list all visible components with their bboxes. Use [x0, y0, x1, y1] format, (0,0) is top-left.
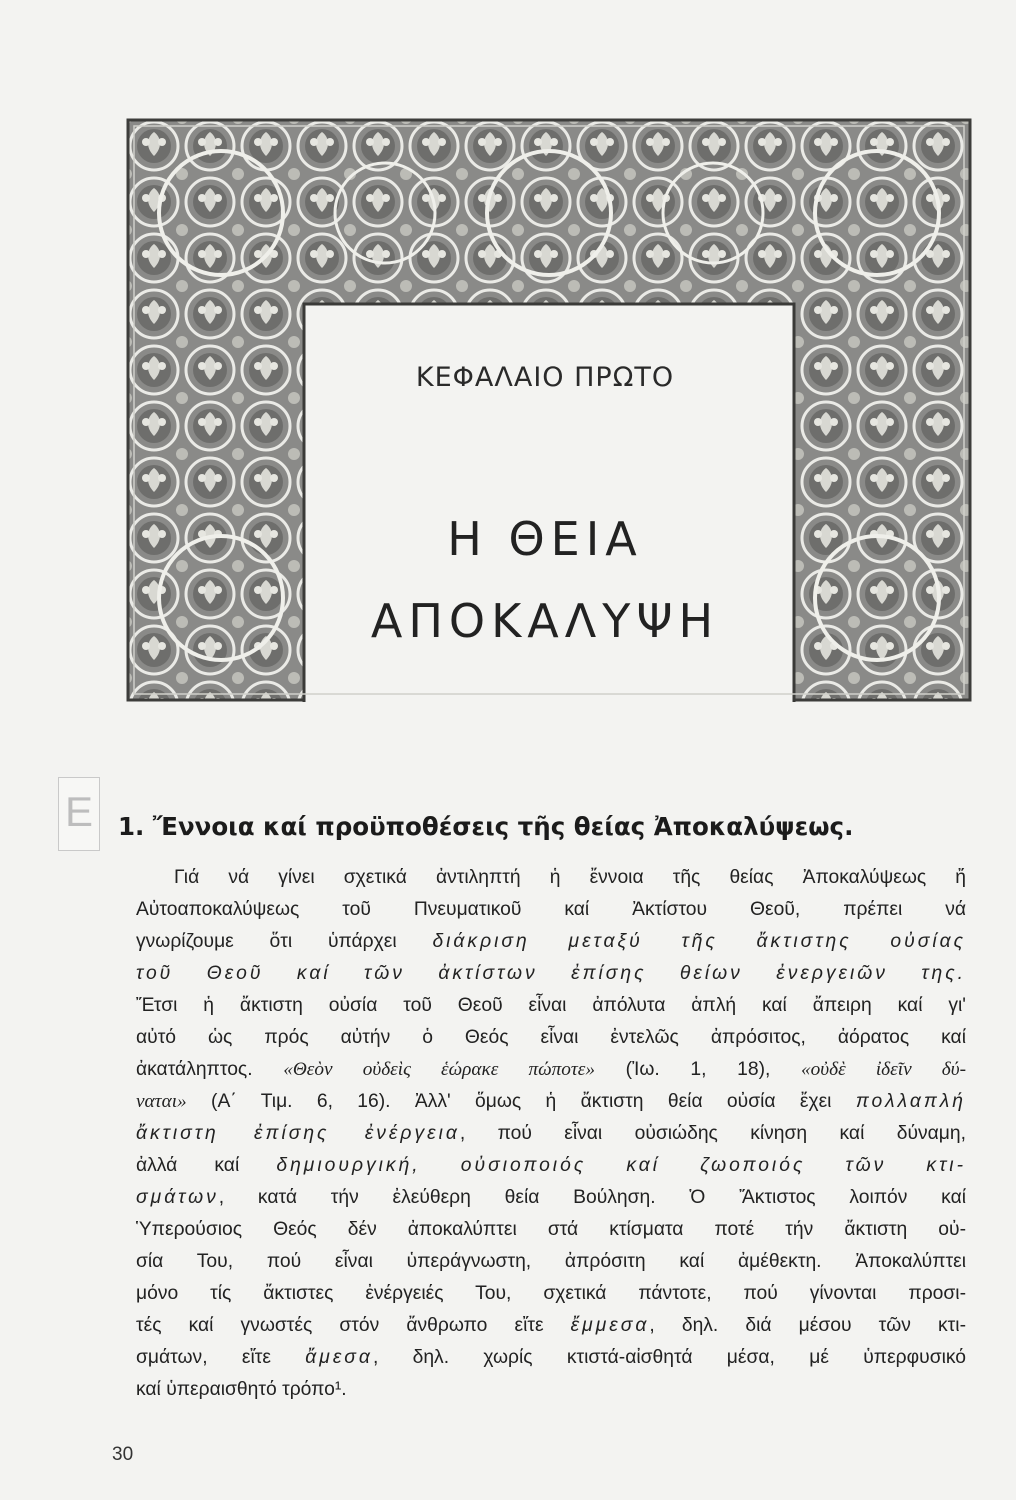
- text-run: σία Του, πού εἶναι ὑπεράγνωστη, ἀπρόσιτη καί ἀμέθεκτη. Ἀποκαλύπτει: [136, 1251, 966, 1272]
- text-run: (Ἰω. 1, 18),: [595, 1059, 802, 1080]
- body-line: [136, 1150, 966, 1182]
- emphasized-text: σμάτων: [136, 1187, 219, 1208]
- emphasized-text: τοῦ Θεοῦ καί τῶν ἀκτίστων ἐπίσης θείων ἐνεργειῶν της.: [136, 963, 966, 984]
- text-run: αὐτό ὡς πρός αὐτήν ὁ Θεός εἶναι ἐντελῶς ἀπρόσιτος, ἀόρατος καί: [136, 1027, 966, 1048]
- text-run: (Α΄ Τιμ. 6, 16). Ἀλλ' ὅμως ἡ ἄκτιστη θεία οὐσία ἔχει: [186, 1091, 856, 1112]
- text-run: , δηλ. διά μέσου τῶν κτι-: [649, 1315, 966, 1336]
- body-line: [136, 1022, 966, 1054]
- body-line: [136, 1182, 966, 1214]
- body-line: [136, 1246, 966, 1278]
- body-line: [136, 1214, 966, 1246]
- body-text: [136, 862, 966, 1406]
- emphasized-text: «Θεὸν οὐδεὶς ἑώρακε πώποτε»: [283, 1059, 596, 1080]
- emphasized-text: διάκριση μεταξύ τῆς ἄκτιστης οὐσίας: [432, 931, 966, 952]
- chapter-title-line-1: Η ΘΕΙΑ: [447, 512, 643, 566]
- dropcap-letter: Ε: [64, 788, 93, 835]
- body-line: [136, 958, 966, 990]
- chapter-title-line-2: ΑΠΟΚΑΛΥΨΗ: [370, 594, 720, 648]
- text-run: ἀλλά καί: [136, 1155, 277, 1176]
- text-run: Ὑπερούσιος Θεός δέν ἀποκαλύπτει στά κτίσματα ποτέ τήν ἄκτιστη οὐ-: [136, 1219, 966, 1240]
- text-run: ἀκατάληπτος.: [136, 1059, 284, 1080]
- emphasized-text: ἄμεσα: [305, 1347, 373, 1368]
- text-run: καί ὑπεραισθητό τρόπο¹.: [136, 1379, 347, 1400]
- body-line: [136, 1118, 966, 1150]
- text-run: τές καί γνωστές στόν ἄνθρωπο εἴτε: [136, 1315, 571, 1336]
- text-run: , πού εἶναι οὐσιώδης κίνηση καί δύναμη,: [459, 1123, 966, 1144]
- body-line: [136, 1086, 966, 1118]
- page-number: 30: [112, 1444, 134, 1465]
- body-line: [136, 926, 966, 958]
- body-line: [136, 990, 966, 1022]
- emphasized-text: ἄκτιστη ἐπίσης ἐνέργεια: [136, 1123, 460, 1144]
- emphasized-text: ναται»: [136, 1091, 187, 1112]
- emphasized-text: ἔμμεσα: [570, 1315, 650, 1336]
- chapter-label: ΚΕΦΑΛΑΙΟ ΠΡΩΤΟ: [415, 362, 675, 393]
- body-line: [136, 1342, 966, 1374]
- body-line: [136, 1054, 966, 1086]
- text-run: , δηλ. χωρίς κτιστά-αἰσθητά μέσα, μέ ὑπερφυσικό: [372, 1347, 967, 1368]
- text-run: μόνο τίς ἄκτιστες ἐνέργειές Του, σχετικά πάντοτε, πού γίνονται προσι-: [136, 1283, 966, 1304]
- text-run: Γιά νά γίνει σχετικά ἀντιληπτή ἡ ἔννοια τῆς θείας Ἀποκαλύψεως ἤ: [174, 867, 966, 888]
- body-line: [136, 1278, 966, 1310]
- body-line: [136, 1310, 966, 1342]
- emphasized-text: «οὐδὲ ἰδεῖν δύ-: [801, 1059, 967, 1080]
- dropcap-box: [58, 777, 100, 851]
- emphasized-text: δημιουργική, οὐσιοποιός καί ζωοποιός τῶν κτι-: [276, 1155, 966, 1176]
- text-run: Ἔτσι ἡ ἄκτιστη οὐσία τοῦ Θεοῦ εἶναι ἀπόλυτα ἁπλή καί ἄπειρη καί γι': [136, 995, 966, 1016]
- section-heading: 1. Ἔννοια καί προϋποθέσεις τῆς θείας Ἀποκαλύψεως.: [118, 812, 854, 841]
- text-run: Αὐτοαποκαλύψεως τοῦ Πνευματικοῦ καί Ἀκτίστου Θεοῦ, πρέπει νά: [136, 899, 966, 920]
- text-run: σμάτων, εἴτε: [136, 1347, 306, 1368]
- body-line: [136, 1374, 966, 1406]
- text-run: γνωρίζουμε ὅτι ὑπάρχει: [136, 931, 433, 952]
- body-line: [136, 862, 966, 894]
- text-run: , κατά τήν ἐλεύθερη θεία Βούληση. Ὁ Ἄκτιστος λοιπόν καί: [218, 1187, 966, 1208]
- emphasized-text: πολλαπλή: [855, 1091, 966, 1112]
- body-line: [136, 894, 966, 926]
